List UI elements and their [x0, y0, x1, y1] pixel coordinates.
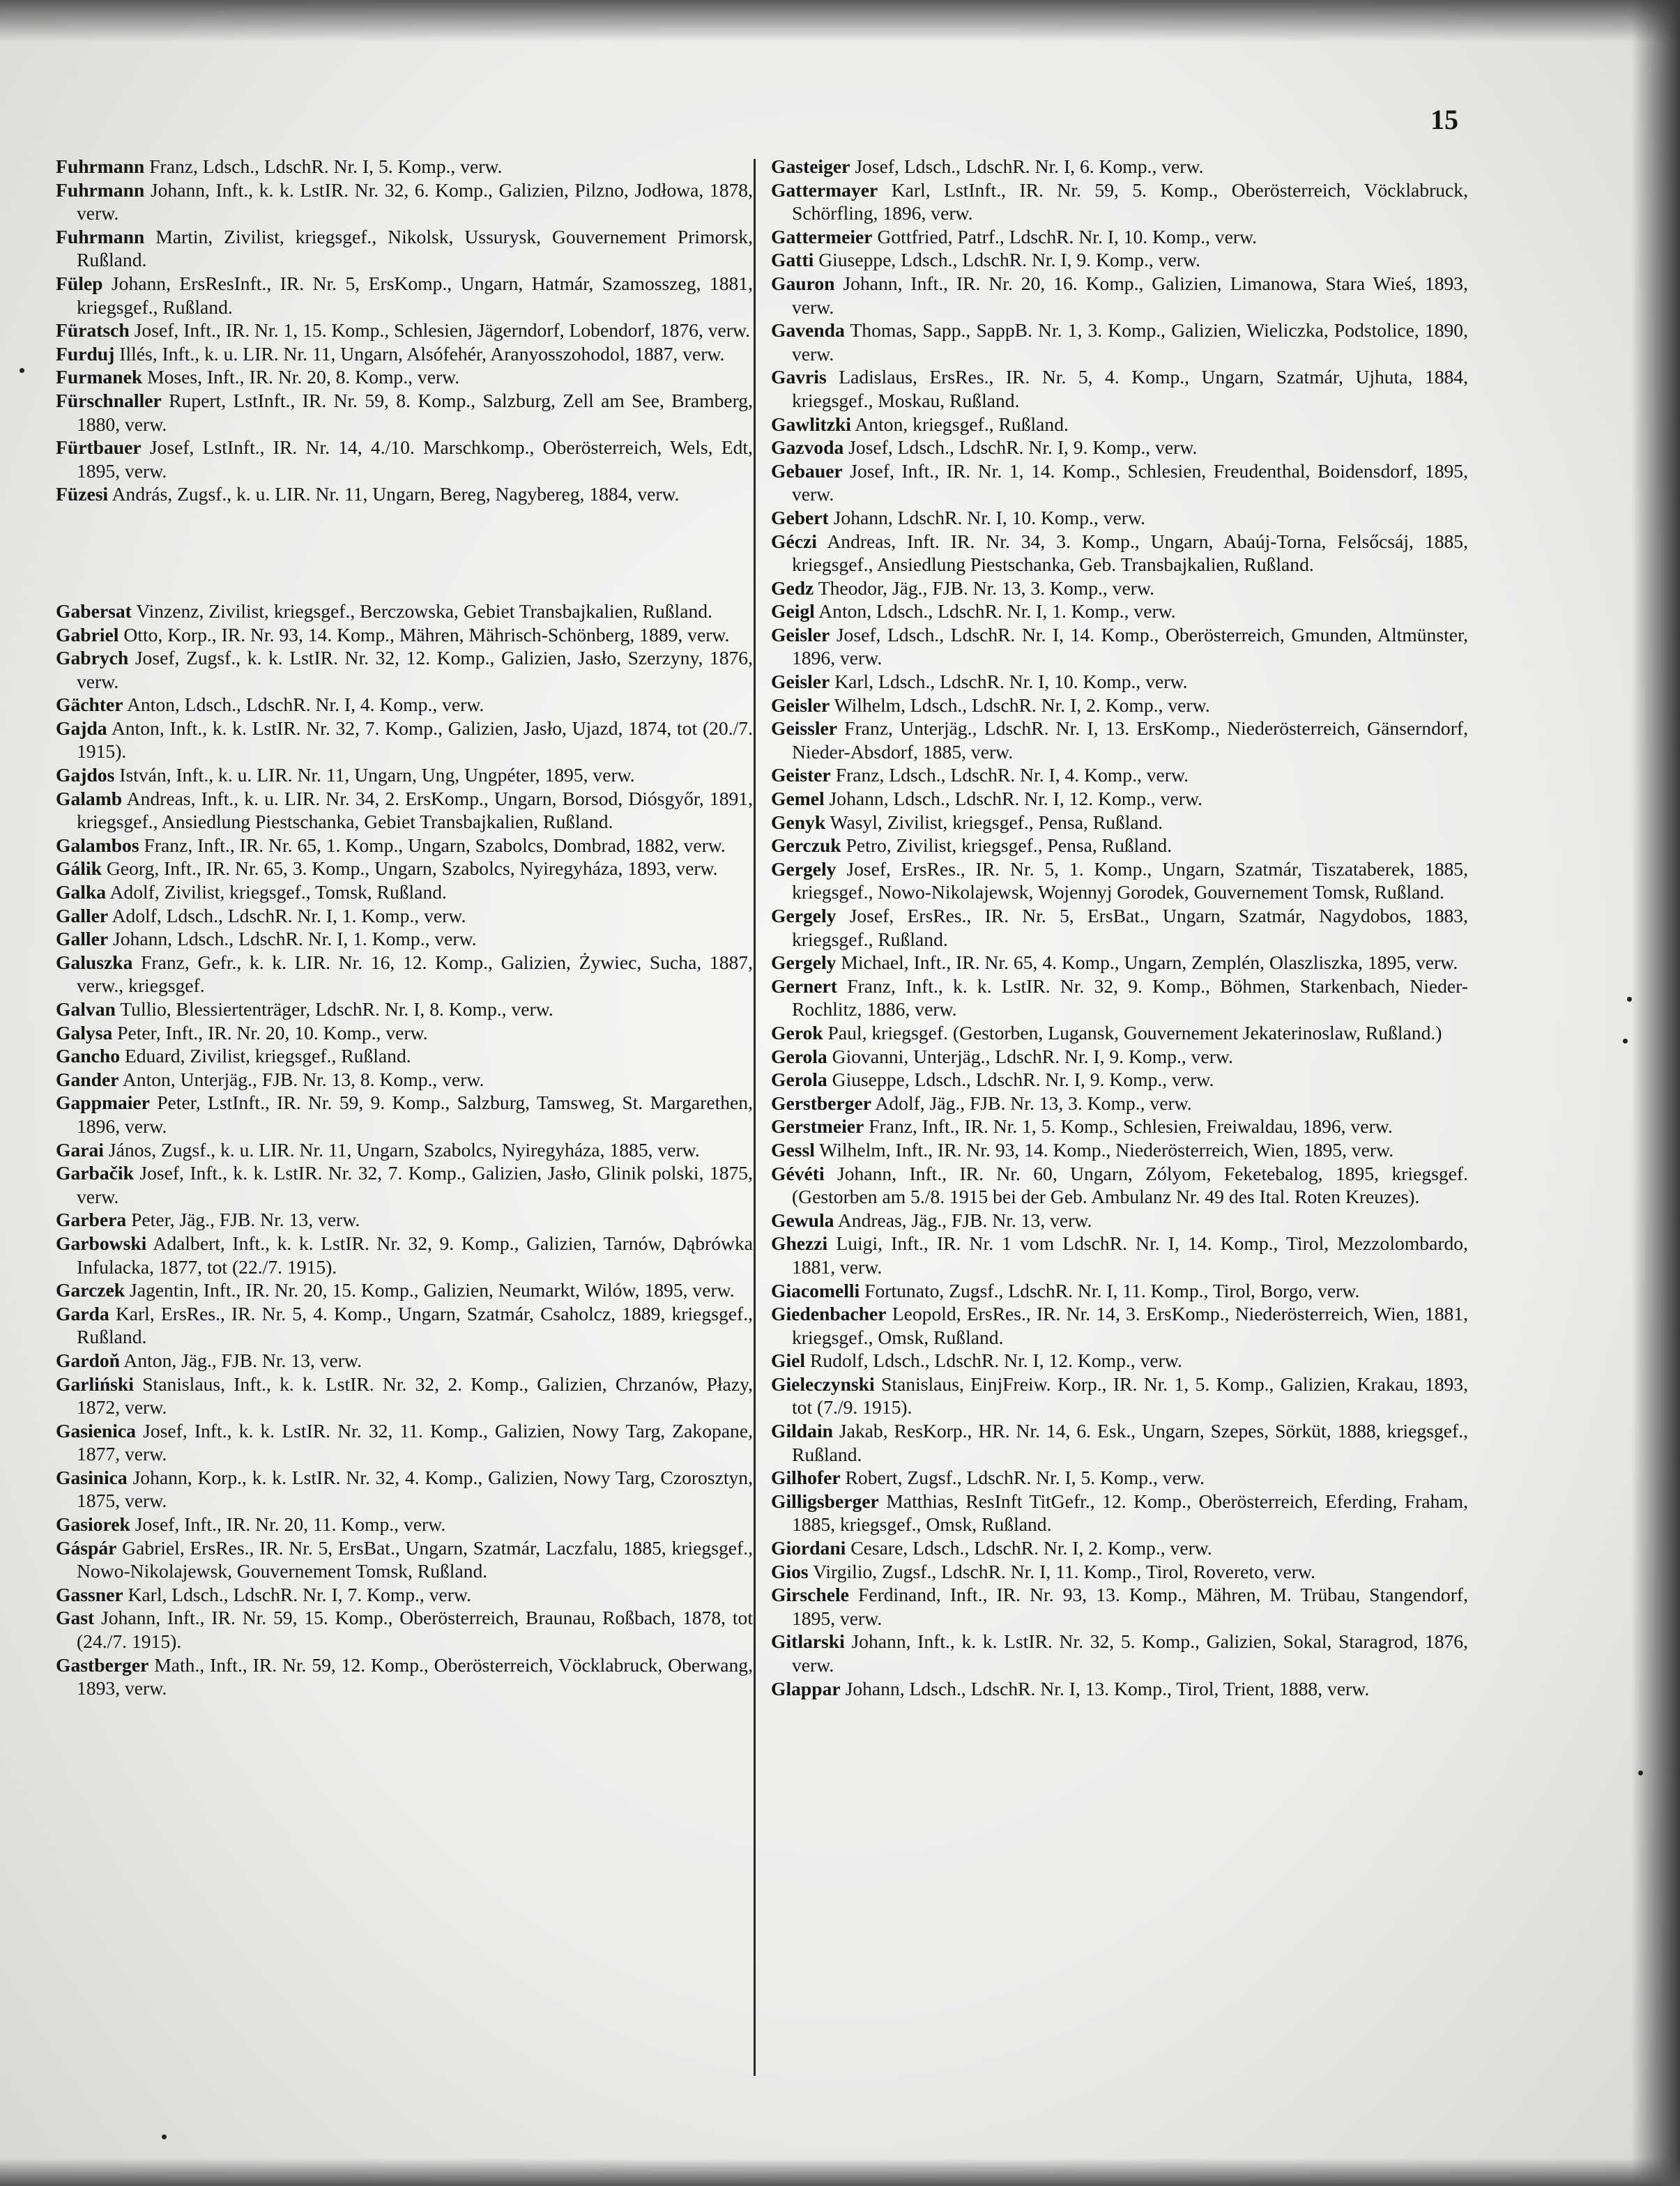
entry-surname: Galamb: [56, 787, 123, 809]
entry-surname: Gavenda: [771, 319, 845, 342]
entry-details: Josef, Ldsch., LdschR. Nr. I, 6. Komp., verw.: [855, 155, 1204, 177]
print-speck: [1627, 997, 1632, 1002]
entry-surname: Gedz: [771, 576, 814, 599]
register-entry: [56, 880, 753, 904]
register-entry: [56, 389, 753, 436]
register-entry: [56, 1208, 753, 1232]
entry-surname: Glappar: [771, 1677, 841, 1699]
entry-details: Anton, kriegsgef., Rußland.: [855, 413, 1069, 435]
entry-surname: Furmanek: [56, 366, 143, 388]
register-entry: [56, 1138, 753, 1162]
entry-details: Andreas, Inft., k. u. LIR. Nr. 34, 2. ErsKomp., Ungarn, Borsod, Diósgyőr, 1891, kriegsgef., Ansiedlung Piestschanka, Gebiet Transbajkalien, Rußland.: [77, 787, 753, 833]
entry-surname: Galka: [56, 881, 107, 903]
register-entry: [771, 1466, 1468, 1490]
register-entry: [56, 623, 753, 647]
entry-surname: Gieleczynski: [771, 1373, 875, 1395]
entry-surname: Garbowski: [56, 1232, 147, 1254]
entry-surname: Gattermayer: [771, 178, 878, 201]
register-entry: [56, 998, 753, 1021]
entry-details: Josef, Inft., IR. Nr. 1, 14. Komp., Schlesien, Freudenthal, Boidensdorf, 1895, verw.: [792, 459, 1468, 505]
register-entry: [56, 1232, 753, 1278]
entry-surname: Gessl: [771, 1138, 815, 1161]
entry-details: Josef, Inft., IR. Nr. 20, 11. Komp., verw.: [135, 1513, 446, 1536]
entry-details: Paul, kriegsgef. (Gestorben, Lugansk, Gouvernement Jekaterinoslaw, Rußland.): [827, 1021, 1442, 1044]
entry-details: Gabriel, ErsRes., IR. Nr. 5, ErsBat., Ungarn, Szatmár, Laczfalu, 1885, kriegsgef., Nowo-Nikolajewsk, Gouvernement Tomsk, Rußland.: [77, 1536, 753, 1582]
right-column-entries: [771, 155, 1468, 1700]
entry-details: Rupert, LstInft., IR. Nr. 59, 8. Komp., Salzburg, Zell am See, Bramberg, 1880, verw.: [77, 389, 753, 435]
register-entry: [56, 155, 753, 178]
entry-details: Johann, Inft., IR. Nr. 59, 15. Komp., Oberösterreich, Braunau, Roßbach, 1878, tot (24./7. 1915).: [77, 1607, 753, 1653]
register-entry: [56, 1583, 753, 1607]
entry-surname: Gitlarski: [771, 1630, 845, 1653]
register-entry: [56, 763, 753, 787]
entry-surname: Fülep: [56, 272, 103, 294]
entry-details: Adolf, Jäg., FJB. Nr. 13, 3. Komp., verw.: [875, 1092, 1192, 1114]
entry-details: Georg, Inft., IR. Nr. 65, 3. Komp., Ungarn, Szabolcs, Nyiregyháza, 1893, verw.: [106, 857, 718, 880]
entry-details: Ferdinand, Inft., IR. Nr. 93, 13. Komp., Mähren, M. Trübau, Stangendorf, 1895, verw.: [792, 1584, 1468, 1629]
register-entry: [56, 599, 753, 623]
entry-surname: Garbačik: [56, 1162, 134, 1184]
entry-surname: Gios: [771, 1560, 809, 1582]
entry-details: Stanislaus, Inft., k. k. LstIR. Nr. 32, 2. Komp., Galizien, Chrzanów, Płazy, 1872, verw.: [77, 1373, 753, 1419]
entry-details: Adolf, Zivilist, kriegsgef., Tomsk, Rußland.: [109, 881, 447, 903]
entry-surname: Garda: [56, 1302, 109, 1324]
entry-surname: Gabersat: [56, 599, 132, 622]
register-entry: [771, 1232, 1468, 1278]
entry-surname: Gassner: [56, 1583, 123, 1605]
register-entry: [56, 365, 753, 389]
entry-details: Illés, Inft., k. u. LIR. Nr. 11, Ungarn, Alsófehér, Aranyosszohodol, 1887, verw.: [119, 342, 725, 365]
entry-details: Johann, Ldsch., LdschR. Nr. I, 12. Komp., verw.: [829, 788, 1202, 810]
register-entry: [771, 319, 1468, 365]
register-entry: [56, 927, 753, 951]
entry-details: Karl, ErsRes., IR. Nr. 5, 4. Komp., Ungarn, Szatmár, Csaholcz, 1889, kriegsgef., Rußland.: [77, 1302, 753, 1348]
register-entry: [56, 1373, 753, 1419]
entry-surname: Gabrych: [56, 647, 129, 669]
register-entry: [56, 436, 753, 482]
register-entry: [771, 974, 1468, 1021]
register-entry: [56, 225, 753, 272]
register-entry: [771, 225, 1468, 249]
entry-details: Karl, Ldsch., LdschR. Nr. I, 10. Komp., verw.: [834, 671, 1188, 693]
entry-surname: Geisler: [771, 623, 830, 645]
entry-surname: Gächter: [56, 694, 123, 716]
entry-details: Adalbert, Inft., k. k. LstIR. Nr. 32, 9. Komp., Galizien, Tarnów, Dąbrówka Infulacka, 1877, tot (22./7. 1915).: [77, 1232, 753, 1278]
entry-surname: Füzesi: [56, 483, 109, 505]
register-entry: [56, 717, 753, 763]
entry-details: Anton, Unterjäg., FJB. Nr. 13, 8. Komp., verw.: [122, 1068, 484, 1090]
entry-details: Josef, Ldsch., LdschR. Nr. I, 9. Komp., verw.: [848, 436, 1198, 459]
register-entry: [771, 1560, 1468, 1584]
entry-surname: Füratsch: [56, 319, 130, 342]
entry-surname: Fuhrmann: [56, 155, 145, 177]
register-entry: [771, 155, 1468, 178]
register-entry: [771, 834, 1468, 857]
register-entry: [771, 576, 1468, 600]
register-entry: [771, 787, 1468, 811]
entry-surname: Gast: [56, 1607, 95, 1629]
entry-details: Jagentin, Inft., IR. Nr. 20, 15. Komp., Galizien, Neumarkt, Wilów, 1895, verw.: [130, 1279, 735, 1301]
print-speck: [1638, 1771, 1643, 1775]
entry-surname: Gasinica: [56, 1466, 128, 1488]
entry-details: Johann, Inft., IR. Nr. 20, 16. Komp., Galizien, Limanowa, Stara Wieś, 1893, verw.: [792, 272, 1468, 318]
register-entry: [771, 811, 1468, 834]
entry-details: Ladislaus, ErsRes., IR. Nr. 5, 4. Komp., Ungarn, Szatmár, Ujhuta, 1884, kriegsgef., Moskau, Rußland.: [792, 366, 1469, 411]
entry-surname: Gernert: [771, 974, 837, 997]
register-entry: [56, 1606, 753, 1653]
column-divider: [754, 159, 756, 2076]
entry-surname: Garbera: [56, 1209, 127, 1231]
entry-details: Karl, Ldsch., LdschR. Nr. I, 7. Komp., verw.: [128, 1583, 471, 1605]
print-speck: [20, 368, 24, 373]
entry-surname: Gerola: [771, 1069, 827, 1091]
entry-details: Josef, Inft., IR. Nr. 1, 15. Komp., Schlesien, Jägerndorf, Lobendorf, 1876, verw.: [134, 319, 751, 342]
entry-details: Leopold, ErsRes., IR. Nr. 14, 3. ErsKomp., Niederösterreich, Wien, 1881, kriegsgef., Omsk, Rußland.: [792, 1303, 1468, 1348]
entry-surname: Gerstmeier: [771, 1115, 864, 1138]
register-entry: [771, 248, 1468, 272]
entry-details: Giuseppe, Ldsch., LdschR. Nr. I, 9. Komp., verw.: [832, 1069, 1214, 1091]
entry-details: Josef, ErsRes., IR. Nr. 5, ErsBat., Ungarn, Szatmár, Nagydobos, 1883, kriegsgef., Rußland.: [792, 905, 1468, 950]
entry-surname: Gazvoda: [771, 436, 844, 459]
entry-surname: Genyk: [771, 811, 826, 833]
entry-surname: Gewula: [771, 1209, 834, 1231]
entry-details: Karl, LstInft., IR. Nr. 59, 5. Komp., Oberösterreich, Vöcklabruck, Schörfling, 1896, verw.: [792, 178, 1468, 224]
print-speck: [1623, 1039, 1628, 1044]
entry-details: Theodor, Jäg., FJB. Nr. 13, 3. Komp., verw.: [818, 576, 1154, 599]
entry-surname: Garliński: [56, 1373, 134, 1395]
register-entry: [771, 599, 1468, 623]
entry-surname: Gerstberger: [771, 1092, 872, 1114]
entry-surname: Géczi: [771, 530, 817, 552]
register-entry: [56, 1044, 753, 1068]
entry-surname: Garai: [56, 1138, 104, 1161]
entry-surname: Gardoň: [56, 1349, 120, 1371]
entry-details: Eduard, Zivilist, kriegsgef., Rußland.: [124, 1045, 411, 1067]
entry-surname: Gerola: [771, 1045, 827, 1067]
entry-surname: Gastberger: [56, 1653, 149, 1676]
entry-surname: Gawlitzki: [771, 413, 851, 435]
register-entry: [771, 904, 1468, 951]
register-entry: [56, 693, 753, 717]
register-entry: [56, 1466, 753, 1513]
register-entry: [56, 1302, 753, 1349]
entry-surname: Gemel: [771, 788, 825, 810]
entry-details: Anton, Ldsch., LdschR. Nr. I, 1. Komp., verw.: [818, 600, 1176, 622]
entry-details: Luigi, Inft., IR. Nr. 1 vom LdschR. Nr. I, 14. Komp., Tirol, Mezzolombardo, 1881, verw.: [792, 1232, 1469, 1278]
register-entry: [771, 1630, 1468, 1676]
register-entry: [56, 951, 753, 998]
entry-details: Otto, Korp., IR. Nr. 93, 14. Komp., Mähren, Mährisch-Schönberg, 1889, verw.: [123, 623, 730, 645]
entry-details: Virgilio, Zugsf., LdschR. Nr. I, 11. Komp., Tirol, Rovereto, verw.: [813, 1560, 1315, 1582]
entry-details: Josef, ErsRes., IR. Nr. 5, 1. Komp., Ungarn, Szatmár, Tiszataberek, 1885, kriegsgef., Nowo-Nikolajewsk, Wojennyj Gorodek, Gouvernement Tomsk, Rußland.: [792, 857, 1468, 903]
entry-surname: Gasiorek: [56, 1513, 130, 1536]
entry-surname: Geigl: [771, 600, 815, 622]
entry-surname: Gabriel: [56, 623, 119, 645]
entry-details: Franz, Ldsch., LdschR. Nr. I, 5. Komp., verw.: [149, 155, 503, 177]
register-entry: [56, 646, 753, 693]
entry-details: Giovanni, Unterjäg., LdschR. Nr. I, 9. Komp., verw.: [832, 1045, 1233, 1067]
entry-details: Andreas, Inft. IR. Nr. 34, 3. Komp., Ungarn, Abaúj-Torna, Felsőcsáj, 1885, kriegsgef., Ansiedlung Piestschanka, Geb. Transbajkalien, Rußland.: [792, 530, 1468, 576]
register-entry: [56, 482, 753, 506]
entry-surname: Gergely: [771, 951, 837, 974]
entry-surname: Gildain: [771, 1420, 833, 1442]
entry-details: Michael, Inft., IR. Nr. 65, 4. Komp., Ungarn, Zemplén, Olaszliszka, 1895, verw.: [841, 951, 1458, 974]
entry-surname: Gergely: [771, 905, 837, 926]
register-entry: [771, 857, 1468, 904]
register-entry: [771, 1021, 1468, 1045]
entry-details: Jakab, ResKorp., HR. Nr. 14, 6. Esk., Ungarn, Szepes, Sörküt, 1888, kriegsgef., Rußland.: [792, 1420, 1468, 1465]
entry-surname: Gebauer: [771, 459, 843, 482]
entry-details: Peter, Jäg., FJB. Nr. 13, verw.: [131, 1209, 360, 1231]
entry-details: Josef, Inft., k. k. LstIR. Nr. 32, 7. Komp., Galizien, Jasło, Glinik polski, 1875, verw.: [77, 1162, 753, 1207]
register-entry: [771, 1349, 1468, 1373]
entry-details: Wasyl, Zivilist, kriegsgef., Pensa, Rußland.: [830, 811, 1163, 833]
register-entry: [771, 413, 1468, 436]
entry-surname: Gasteiger: [771, 155, 850, 177]
register-entry: [771, 1373, 1468, 1419]
register-entry: [771, 763, 1468, 787]
entry-surname: Gappmaier: [56, 1092, 150, 1114]
entry-surname: Gancho: [56, 1045, 120, 1067]
entry-details: Robert, Zugsf., LdschR. Nr. I, 5. Komp., verw.: [845, 1467, 1205, 1489]
register-entry: [771, 1279, 1468, 1303]
entry-surname: Geisler: [771, 694, 830, 716]
register-entry: [56, 1419, 753, 1466]
entry-surname: Geisler: [771, 671, 830, 693]
entry-surname: Gáspár: [56, 1536, 117, 1559]
register-entry: [56, 1278, 753, 1302]
register-entry: [771, 694, 1468, 717]
register-entry: [56, 1021, 753, 1045]
register-entry: [771, 1536, 1468, 1560]
entry-surname: Gerczuk: [771, 834, 841, 857]
register-entry: [771, 459, 1468, 506]
entry-details: Franz, Unterjäg., LdschR. Nr. I, 13. ErsKomp., Niederösterreich, Gänserndorf, Nieder-Absdorf, 1885, verw.: [792, 717, 1468, 763]
register-entry: [771, 1583, 1468, 1630]
entry-surname: Gévéti: [771, 1162, 825, 1184]
entry-details: Wilhelm, Inft., IR. Nr. 93, 14. Komp., Niederösterreich, Wien, 1895, verw.: [819, 1138, 1394, 1161]
entry-surname: Gerok: [771, 1021, 823, 1044]
register-entry: [56, 178, 753, 225]
register-entry: [56, 319, 753, 342]
entry-surname: Gasienica: [56, 1419, 136, 1442]
register-entry: [771, 530, 1468, 576]
register-entry: [56, 272, 753, 319]
entry-details: Franz, Gefr., k. k. LIR. Nr. 16, 12. Komp., Galizien, Żywiec, Sucha, 1887, verw., kriegsgef.: [77, 951, 753, 997]
print-speck: [162, 2134, 167, 2139]
entry-surname: Geister: [771, 764, 831, 786]
register-entry: [771, 506, 1468, 530]
entry-details: Anton, Inft., k. k. LstIR. Nr. 32, 7. Komp., Galizien, Jasło, Ujazd, 1874, tot (20./7. 1915).: [77, 717, 753, 763]
register-entry: [771, 1419, 1468, 1466]
entry-surname: Ghezzi: [771, 1232, 828, 1255]
entry-details: Adolf, Ldsch., LdschR. Nr. I, 1. Komp., verw.: [112, 904, 466, 926]
section-gap: [56, 506, 753, 599]
entry-details: András, Zugsf., k. u. LIR. Nr. 11, Ungarn, Bereg, Nagybereg, 1884, verw.: [112, 483, 680, 505]
entry-details: Johann, Inft., k. k. LstIR. Nr. 32, 6. Komp., Galizien, Pilzno, Jodłowa, 1878, verw.: [77, 178, 753, 224]
entry-details: Thomas, Sapp., SappB. Nr. 1, 3. Komp., Galizien, Wieliczka, Podstolice, 1890, verw.: [792, 319, 1468, 365]
entry-surname: Fürschnaller: [56, 389, 162, 411]
entry-surname: Gilhofer: [771, 1467, 841, 1489]
entry-surname: Gauron: [771, 272, 835, 294]
entry-details: Johann, ErsResInft., IR. Nr. 5, ErsKomp., Ungarn, Hatmár, Szamosszeg, 1881, kriegsgef., Rußland.: [77, 272, 753, 318]
entry-details: Johann, Ldsch., LdschR. Nr. I, 1. Komp., verw.: [113, 928, 477, 950]
entry-surname: Gilligsberger: [771, 1490, 879, 1512]
register-entry: [771, 178, 1468, 225]
register-entry: [771, 1115, 1468, 1138]
entry-details: Peter, Inft., IR. Nr. 20, 10. Komp., verw.: [117, 1021, 428, 1044]
entry-details: Cesare, Ldsch., LdschR. Nr. I, 2. Komp., verw.: [850, 1537, 1212, 1559]
entry-details: Anton, Ldsch., LdschR. Nr. I, 4. Komp., verw.: [126, 694, 484, 716]
entry-surname: Gajda: [56, 717, 107, 739]
register-entry: [771, 670, 1468, 694]
entry-surname: Giel: [771, 1350, 806, 1372]
entry-surname: Gebert: [771, 506, 829, 528]
register-entry: [771, 1092, 1468, 1115]
entry-surname: Giedenbacher: [771, 1303, 887, 1325]
register-entry: [771, 436, 1468, 459]
register-entry: [56, 1068, 753, 1092]
entry-details: Franz, Inft., IR. Nr. 65, 1. Komp., Ungarn, Szabolcs, Dombrad, 1882, verw.: [144, 834, 726, 856]
entry-details: Franz, Ldsch., LdschR. Nr. I, 4. Komp., verw.: [835, 764, 1189, 786]
entry-details: Josef, Ldsch., LdschR. Nr. I, 14. Komp., Oberösterreich, Gmunden, Altmünster, 1896, verw.: [792, 623, 1468, 669]
register-entry: [56, 342, 753, 366]
entry-details: Fortunato, Zugsf., LdschR. Nr. I, 11. Komp., Tirol, Borgo, verw.: [864, 1279, 1360, 1301]
entry-surname: Gattermeier: [771, 225, 873, 247]
register-entry: [771, 717, 1468, 763]
left-column: [56, 155, 753, 1700]
scan-edge-right: [1631, 0, 1680, 2186]
entry-surname: Gatti: [771, 249, 814, 271]
left-column-f-entries: [56, 155, 753, 506]
entry-details: Rudolf, Ldsch., LdschR. Nr. I, 12. Komp., verw.: [809, 1350, 1182, 1372]
entry-surname: Gergely: [771, 857, 837, 880]
register-entry: [771, 272, 1468, 319]
register-entry: [771, 623, 1468, 670]
entry-details: Martin, Zivilist, kriegsgef., Nikolsk, Ussurysk, Gouvernement Primorsk, Rußland.: [77, 225, 753, 271]
register-entry: [56, 1653, 753, 1700]
register-entry: [56, 857, 753, 880]
register-entry: [771, 1138, 1468, 1162]
right-column: [771, 155, 1468, 1700]
entry-surname: Galler: [56, 928, 109, 950]
entry-details: Petro, Zivilist, kriegsgef., Pensa, Rußland.: [846, 834, 1173, 857]
entry-surname: Galuszka: [56, 951, 133, 973]
entry-surname: Galambos: [56, 834, 139, 856]
entry-details: Johann, LdschR. Nr. I, 10. Komp., verw.: [833, 506, 1145, 528]
entry-surname: Galler: [56, 904, 109, 926]
entry-details: Johann, Ldsch., LdschR. Nr. I, 13. Komp., Tirol, Trient, 1888, verw.: [845, 1677, 1370, 1699]
entry-details: Franz, Inft., k. k. LstIR. Nr. 32, 9. Komp., Böhmen, Starkenbach, Nieder-Rochlitz, 1886, verw.: [792, 974, 1468, 1021]
entry-details: Johann, Inft., k. k. LstIR. Nr. 32, 5. Komp., Galizien, Sokal, Staragrod, 1876, verw.: [792, 1630, 1468, 1676]
entry-details: István, Inft., k. u. LIR. Nr. 11, Ungarn, Ung, Ungpéter, 1895, verw.: [119, 764, 635, 786]
entry-details: Johann, Inft., IR. Nr. 60, Ungarn, Zólyom, Feketebalog, 1895, kriegsgef. (Gestorben am 5./8. 1915 bei der Geb. Ambulanz Nr. 49 des Ital. Roten Kreuzes).: [792, 1162, 1468, 1208]
page-number: 15: [1430, 104, 1458, 135]
entry-surname: Giordani: [771, 1537, 846, 1559]
entry-surname: Gálik: [56, 857, 102, 880]
entry-details: Matthias, ResInft TitGefr., 12. Komp., Oberösterreich, Eferding, Fraham, 1885, kriegsgef., Omsk, Rußland.: [792, 1490, 1468, 1536]
register-entry: [56, 834, 753, 857]
entry-details: János, Zugsf., k. u. LIR. Nr. 11, Ungarn, Szabolcs, Nyiregyháza, 1885, verw.: [108, 1138, 700, 1161]
entry-surname: Galvan: [56, 998, 116, 1020]
register-entry: [771, 1068, 1468, 1092]
register-entry: [771, 365, 1468, 412]
entry-surname: Furduj: [56, 342, 115, 365]
register-entry: [771, 1302, 1468, 1349]
entry-details: Stanislaus, EinjFreiw. Korp., IR. Nr. 1, 5. Komp., Galizien, Krakau, 1893, tot (7./9. 1915).: [792, 1373, 1468, 1419]
entry-surname: Gander: [56, 1068, 119, 1090]
entry-surname: Fürtbauer: [56, 436, 142, 459]
entry-details: Josef, Inft., k. k. LstIR. Nr. 32, 11. Komp., Galizien, Nowy Targ, Zakopane, 1877, verw.: [77, 1419, 753, 1465]
entry-surname: Fuhrmann: [56, 178, 145, 201]
register-entry: [56, 1536, 753, 1583]
register-entry: [56, 1513, 753, 1536]
entry-details: Moses, Inft., IR. Nr. 20, 8. Komp., verw.: [147, 366, 460, 388]
entry-details: Josef, Zugsf., k. k. LstIR. Nr. 32, 12. Komp., Galizien, Jasło, Szerzyny, 1876, verw.: [77, 647, 753, 692]
entry-surname: Girschele: [771, 1584, 849, 1606]
register-entry: [771, 1162, 1468, 1209]
scan-edge-bottom: [0, 2158, 1680, 2186]
register-entry: [56, 904, 753, 928]
entry-details: Math., Inft., IR. Nr. 59, 12. Komp., Oberösterreich, Vöcklabruck, Oberwang, 1893, verw.: [77, 1653, 753, 1699]
register-entry: [771, 1209, 1468, 1232]
entry-surname: Gajdos: [56, 764, 115, 786]
register-entry: [56, 1091, 753, 1138]
register-entry: [56, 787, 753, 834]
left-column-g-entries: [56, 599, 753, 1700]
entry-details: Vinzenz, Zivilist, kriegsgef., Berczowska, Gebiet Transbajkalien, Rußland.: [136, 599, 712, 622]
register-entry: [771, 951, 1468, 974]
entry-details: Johann, Korp., k. k. LstIR. Nr. 32, 4. Komp., Galizien, Nowy Targ, Czorosztyn, 1875, verw.: [77, 1466, 753, 1512]
entry-surname: Garczek: [56, 1279, 125, 1301]
register-entry: [771, 1045, 1468, 1069]
register-entry: [56, 1161, 753, 1208]
entry-surname: Geissler: [771, 717, 838, 740]
entry-details: Josef, LstInft., IR. Nr. 14, 4./10. Marschkomp., Oberösterreich, Wels, Edt, 1895, verw.: [77, 436, 753, 482]
register-entry: [56, 1349, 753, 1373]
entry-details: Wilhelm, Ldsch., LdschR. Nr. I, 2. Komp., verw.: [834, 694, 1210, 716]
entry-details: Franz, Inft., IR. Nr. 1, 5. Komp., Schlesien, Freiwaldau, 1896, verw.: [869, 1115, 1393, 1138]
entry-details: Tullio, Blessiertenträger, LdschR. Nr. I, 8. Komp., verw.: [120, 998, 553, 1020]
entry-details: Anton, Jäg., FJB. Nr. 13, verw.: [123, 1349, 362, 1371]
entry-details: Gottfried, Patrf., LdschR. Nr. I, 10. Komp., verw.: [877, 225, 1258, 247]
scan-edge-top: [0, 0, 1680, 42]
entry-details: Andreas, Jäg., FJB. Nr. 13, verw.: [837, 1209, 1092, 1231]
register-entry: [771, 1490, 1468, 1536]
entry-surname: Giacomelli: [771, 1279, 860, 1301]
entry-details: Giuseppe, Ldsch., LdschR. Nr. I, 9. Komp., verw.: [818, 249, 1200, 271]
register-entry: [771, 1677, 1468, 1701]
entry-surname: Galysa: [56, 1021, 113, 1044]
entry-details: Peter, LstInft., IR. Nr. 59, 9. Komp., Salzburg, Tamsweg, St. Margarethen, 1896, verw.: [77, 1092, 753, 1137]
entry-surname: Fuhrmann: [56, 225, 145, 247]
entry-surname: Gavris: [771, 366, 827, 388]
